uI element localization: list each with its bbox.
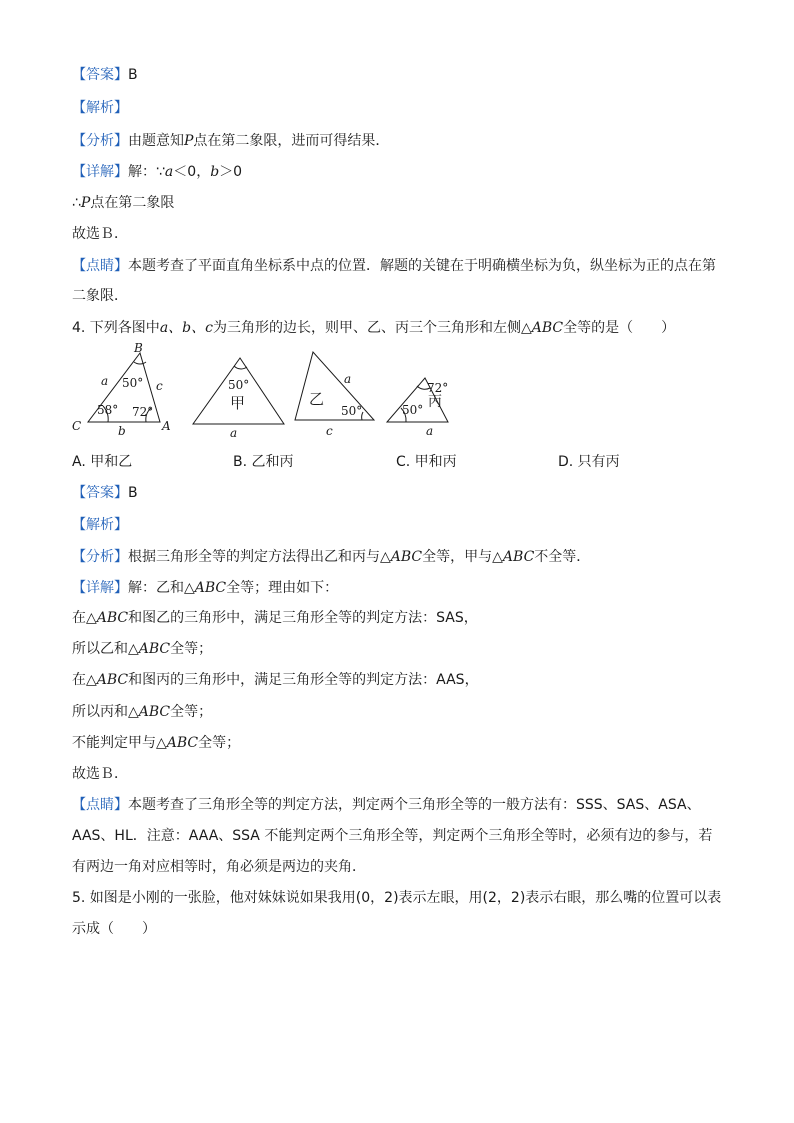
var-a: a (164, 164, 174, 180)
q4-line-4 (72, 702, 212, 722)
jia-angle-label: 50° (228, 378, 250, 392)
fenxi-mid: 全等，甲与 (422, 549, 493, 565)
therefore-symbol: ∴ (72, 195, 81, 211)
side-b: b (118, 424, 126, 438)
triangle-abc-label: △ABC (128, 704, 171, 720)
analysis-tag: 【解析】 (72, 517, 128, 533)
dianjing-text: 本题考查了三角形全等的判定方法，判定两个三角形全等的一般方法有：SSS、SAS、ASA、 (128, 797, 701, 813)
xiangjie-end: 全等；理由如下： (226, 580, 339, 596)
var-p: P (184, 133, 194, 149)
bing-angle-top: 72° (427, 381, 449, 395)
q4-triangle-figure (70, 340, 450, 445)
var-p: P (80, 195, 91, 211)
bing-label: 丙 (428, 394, 442, 410)
xiangjie-end: ＞0 (219, 164, 243, 180)
xiangjie-text: 解：∵ (128, 164, 165, 180)
q3-answer (72, 65, 138, 85)
option-d: D. 只有丙 (558, 454, 620, 470)
xiangjie-tag: 【详解】 (72, 164, 128, 180)
xiangjie-mid: ＜0， (173, 164, 211, 180)
q3-therefore (72, 193, 174, 213)
q5-stem-1: 5. 如图是小刚的一张脸，他对妹妹说如果我用(0，2)表示左眼，用(2，2)表示右眼，那么嘴的位置可以表 (72, 890, 722, 906)
q4-dianjing-1 (72, 795, 701, 815)
fenxi-text: 根据三角形全等的判定方法得出乙和丙与 (128, 549, 380, 565)
fenxi-text-end: 点在第二象限，进而可得结果． (193, 133, 390, 149)
triangle-abc-label: △ABC (380, 549, 423, 565)
jia-label: 甲 (230, 394, 246, 412)
q5-stem-2: 示成（ ） (72, 921, 156, 937)
yi-angle-label: 50° (341, 404, 363, 418)
jia-side: a (230, 426, 238, 440)
text: 不能判定甲与 (72, 735, 156, 751)
answer-tag: 【答案】 (72, 485, 128, 501)
q4-xiangjie (72, 578, 338, 598)
angle-a-label: 72° (132, 405, 154, 419)
yi-label: 乙 (309, 390, 325, 408)
therefore-text: 点在第二象限 (90, 195, 175, 211)
stem-text: 4. 下列各图中 (72, 320, 160, 336)
option-c: C. 甲和丙 (396, 454, 457, 470)
triangle-abc-label: △ABC (128, 641, 171, 657)
q4-line-3 (72, 670, 479, 690)
bing-side: a (426, 424, 434, 438)
answer-tag: 【答案】 (72, 67, 128, 83)
angle-b-label: 50° (122, 376, 144, 390)
angle-c-label: 58° (97, 403, 119, 417)
option-a: A. 甲和乙 (72, 454, 133, 470)
answer-value: B (128, 67, 138, 83)
text: 全等； (198, 735, 241, 751)
yi-side-a: a (344, 372, 352, 386)
triangle-abc-label: △ABC (156, 735, 199, 751)
xiangjie-text: 解：乙和 (128, 580, 184, 596)
text: 所以丙和 (72, 704, 128, 720)
q4-dianjing-3: 有两边一角对应相等时，角必须是两边的夹角． (72, 859, 366, 875)
q3-choose: 故选Ｂ． (72, 226, 128, 242)
text: 在 (72, 672, 86, 688)
dianjing-tag: 【点睛】 (72, 258, 128, 274)
var-b: b (210, 164, 220, 180)
text: 全等； (170, 704, 213, 720)
vertex-c: C (72, 419, 82, 433)
fenxi-tag: 【分析】 (72, 133, 128, 149)
triangle-abc-label: △ABC (520, 320, 564, 336)
q4-fenxi (72, 547, 590, 567)
q3-dianjing-2: 二象限． (72, 288, 128, 304)
q4-dianjing-2: AAS、HL．注意：AAA、SSA 不能判定两个三角形全等，判定两个三角形全等时，必须有边的参与，若 (72, 828, 713, 844)
dianjing-text: 本题考查了平面直角坐标系中点的位置．解题的关键在于明确横坐标为负，纵坐标为正的点在第 (128, 258, 716, 274)
fenxi-tag: 【分析】 (72, 549, 128, 565)
q3-analysis-heading (72, 98, 128, 118)
xiangjie-tag: 【详解】 (72, 580, 128, 596)
q4-line-2 (72, 639, 212, 659)
answer-value: B (128, 485, 138, 501)
stem-vars: a、b、c (159, 320, 213, 336)
text: 全等； (170, 641, 213, 657)
side-c: c (156, 379, 163, 393)
triangle-abc-label: △ABC (492, 549, 535, 565)
text: 和图丙的三角形中，满足三角形全等的判定方法：AAS， (128, 672, 479, 688)
triangle-abc-label: △ABC (86, 672, 129, 688)
text: 和图乙的三角形中，满足三角形全等的判定方法：SAS， (128, 610, 478, 626)
text: 所以乙和 (72, 641, 128, 657)
q4-line-5 (72, 733, 240, 753)
option-b: B. 乙和丙 (233, 454, 294, 470)
q4-stem (72, 318, 675, 338)
q4-line-1 (72, 608, 478, 628)
q4-answer (72, 483, 138, 503)
fenxi-end: 不全等． (534, 549, 591, 565)
side-a: a (101, 374, 109, 388)
yi-side-c: c (326, 424, 333, 438)
triangle-abc-label: △ABC (86, 610, 129, 626)
stem-end: 全等的是（ ） (563, 320, 676, 336)
q4-choose: 故选Ｂ． (72, 766, 128, 782)
dianjing-tag: 【点睛】 (72, 797, 128, 813)
stem-mid: 为三角形的边长，则甲、乙、丙三个三角形和左侧 (212, 320, 521, 336)
fenxi-text: 由题意知 (128, 133, 184, 149)
vertex-b: B (134, 341, 143, 355)
analysis-tag: 【解析】 (72, 100, 128, 116)
q3-fenxi (72, 131, 389, 151)
vertex-a: A (162, 419, 171, 433)
q3-dianjing-1 (72, 256, 716, 276)
q4-analysis-heading (72, 515, 128, 535)
bing-angle-left: 50° (402, 403, 424, 417)
q3-xiangjie (72, 162, 242, 182)
text: 在 (72, 610, 86, 626)
triangle-abc-label: △ABC (184, 580, 227, 596)
